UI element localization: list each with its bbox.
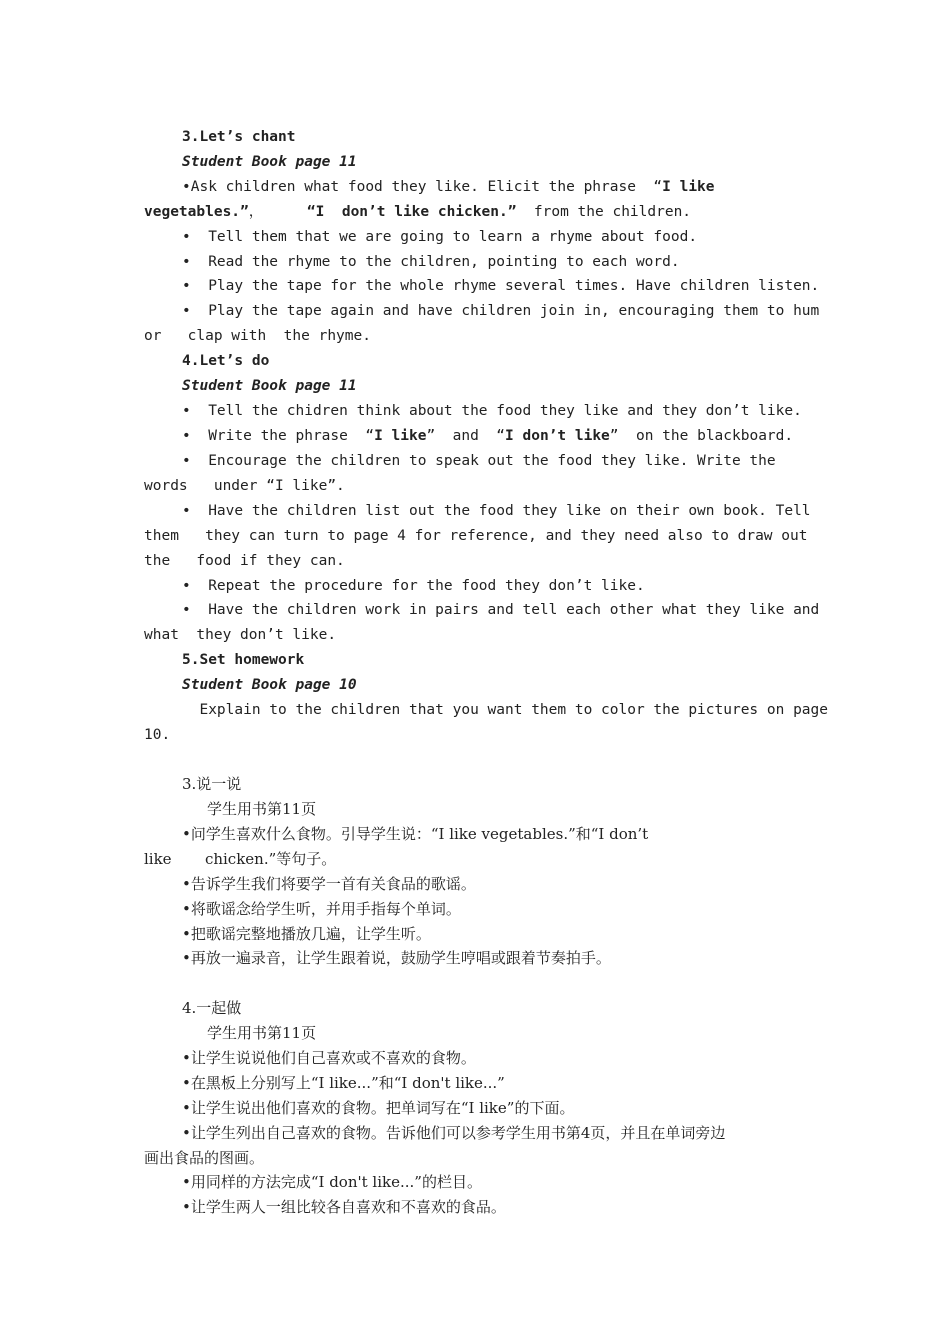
phrase-vegetables: vegetables.” xyxy=(144,204,249,220)
section-4-bullet: • Repeat the procedure for the food they don’t like. xyxy=(182,578,645,594)
section-3-bullet-continued: or clap with the rhyme. xyxy=(144,328,371,344)
text: •Ask children what food they like. Elicit the phrase “ xyxy=(182,179,663,195)
text: ， xyxy=(248,204,307,220)
section-4-reference: Student Book page 11 xyxy=(182,378,357,394)
text: from the children. xyxy=(516,204,692,220)
cn-section-4-bullet: •让学生说出他们喜欢的食物。把单词写在“I like”的下面。 xyxy=(182,1099,575,1117)
cn-section-3-bullet: •告诉学生我们将要学一首有关食品的歌谣。 xyxy=(182,875,476,893)
cn-section-3-bullet: •再放一遍录音，让学生跟着说，鼓励学生哼唱或跟着节奏拍手。 xyxy=(182,949,611,967)
section-3-reference: Student Book page 11 xyxy=(182,154,357,170)
section-5-title: 5.Set homework xyxy=(182,652,305,668)
text: • Write the phrase “ xyxy=(182,428,375,444)
cn-section-4-bullet: •让学生两人一组比较各自喜欢和不喜欢的食品。 xyxy=(182,1198,506,1216)
section-4-bullet: • Have the children work in pairs and tell each other what they like and xyxy=(182,602,820,618)
section-4-bullet: • Tell the chidren think about the food they like and they don’t like. xyxy=(182,403,802,419)
section-3-bullet: • Play the tape again and have children join in, encouraging them to hum xyxy=(182,303,820,319)
text: ” on the blackboard. xyxy=(609,428,794,444)
cn-section-3-bullet: •把歌谣完整地播放几遍，让学生听。 xyxy=(182,925,431,943)
section-3-title: 3.Let’s chant xyxy=(182,129,296,145)
phrase-i-like: I like xyxy=(374,428,427,444)
cn-section-4-reference: 学生用书第11页 xyxy=(207,1024,317,1042)
cn-section-4-title: 4.一起做 xyxy=(182,999,242,1017)
cn-section-4-bullet: •让学生列出自己喜欢的食物。告诉他们可以参考学生用书第4页，并且在单词旁边 xyxy=(182,1124,726,1142)
section-4-bullet-continued: what they don’t like. xyxy=(144,627,337,643)
section-5-reference: Student Book page 10 xyxy=(182,677,357,693)
section-3-line-2 xyxy=(144,202,691,222)
section-4-bullet-continued: them they can turn to page 4 for reference, and they need also to draw out xyxy=(144,528,808,544)
section-3-bullet: • Tell them that we are going to learn a rhyme about food. xyxy=(182,229,698,245)
section-4-bullet xyxy=(182,426,793,446)
section-4-title: 4.Let’s do xyxy=(182,353,270,369)
cn-section-4-bullet: •在黑板上分别写上“I like...”和“I don't like...” xyxy=(182,1074,505,1092)
cn-section-4-bullet: •用同样的方法完成“I don't like...”的栏目。 xyxy=(182,1173,482,1191)
cn-section-4-bullet: •让学生说说他们自己喜欢或不喜欢的食物。 xyxy=(182,1049,476,1067)
section-3-bullet: • Play the tape for the whole rhyme several times. Have children listen. xyxy=(182,278,820,294)
section-5-paragraph-continued: 10. xyxy=(144,727,171,743)
phrase-i-like: I like xyxy=(662,179,715,195)
section-3-bullet: • Read the rhyme to the children, pointing to each word. xyxy=(182,254,680,270)
cn-section-3-bullet: •问学生喜欢什么食物。引导学生说：“I like vegetables.”和“I don’t xyxy=(182,825,649,843)
section-3-line-1 xyxy=(182,177,715,197)
cn-section-3-reference: 学生用书第11页 xyxy=(207,800,317,818)
section-4-bullet-continued: words under “I like”. xyxy=(144,478,345,494)
section-4-bullet: • Have the children list out the food they like on their own book. Tell xyxy=(182,503,811,519)
phrase-i-dont-like: I don’t like xyxy=(505,428,610,444)
text: ” and “ xyxy=(426,428,506,444)
section-4-bullet: • Encourage the children to speak out the food they like. Write the xyxy=(182,453,776,469)
section-4-bullet-continued: the food if they can. xyxy=(144,553,345,569)
phrase-i-dont-like-chicken: “I don’t like chicken.” xyxy=(306,204,517,220)
cn-section-3-bullet-continued: like chicken.”等句子。 xyxy=(144,850,337,868)
section-5-paragraph: Explain to the children that you want them to color the pictures on page xyxy=(182,702,829,718)
cn-section-3-title: 3.说一说 xyxy=(182,775,242,793)
cn-section-4-bullet-continued: 画出食品的图画。 xyxy=(144,1149,265,1167)
cn-section-3-bullet: •将歌谣念给学生听，并用手指每个单词。 xyxy=(182,900,461,918)
